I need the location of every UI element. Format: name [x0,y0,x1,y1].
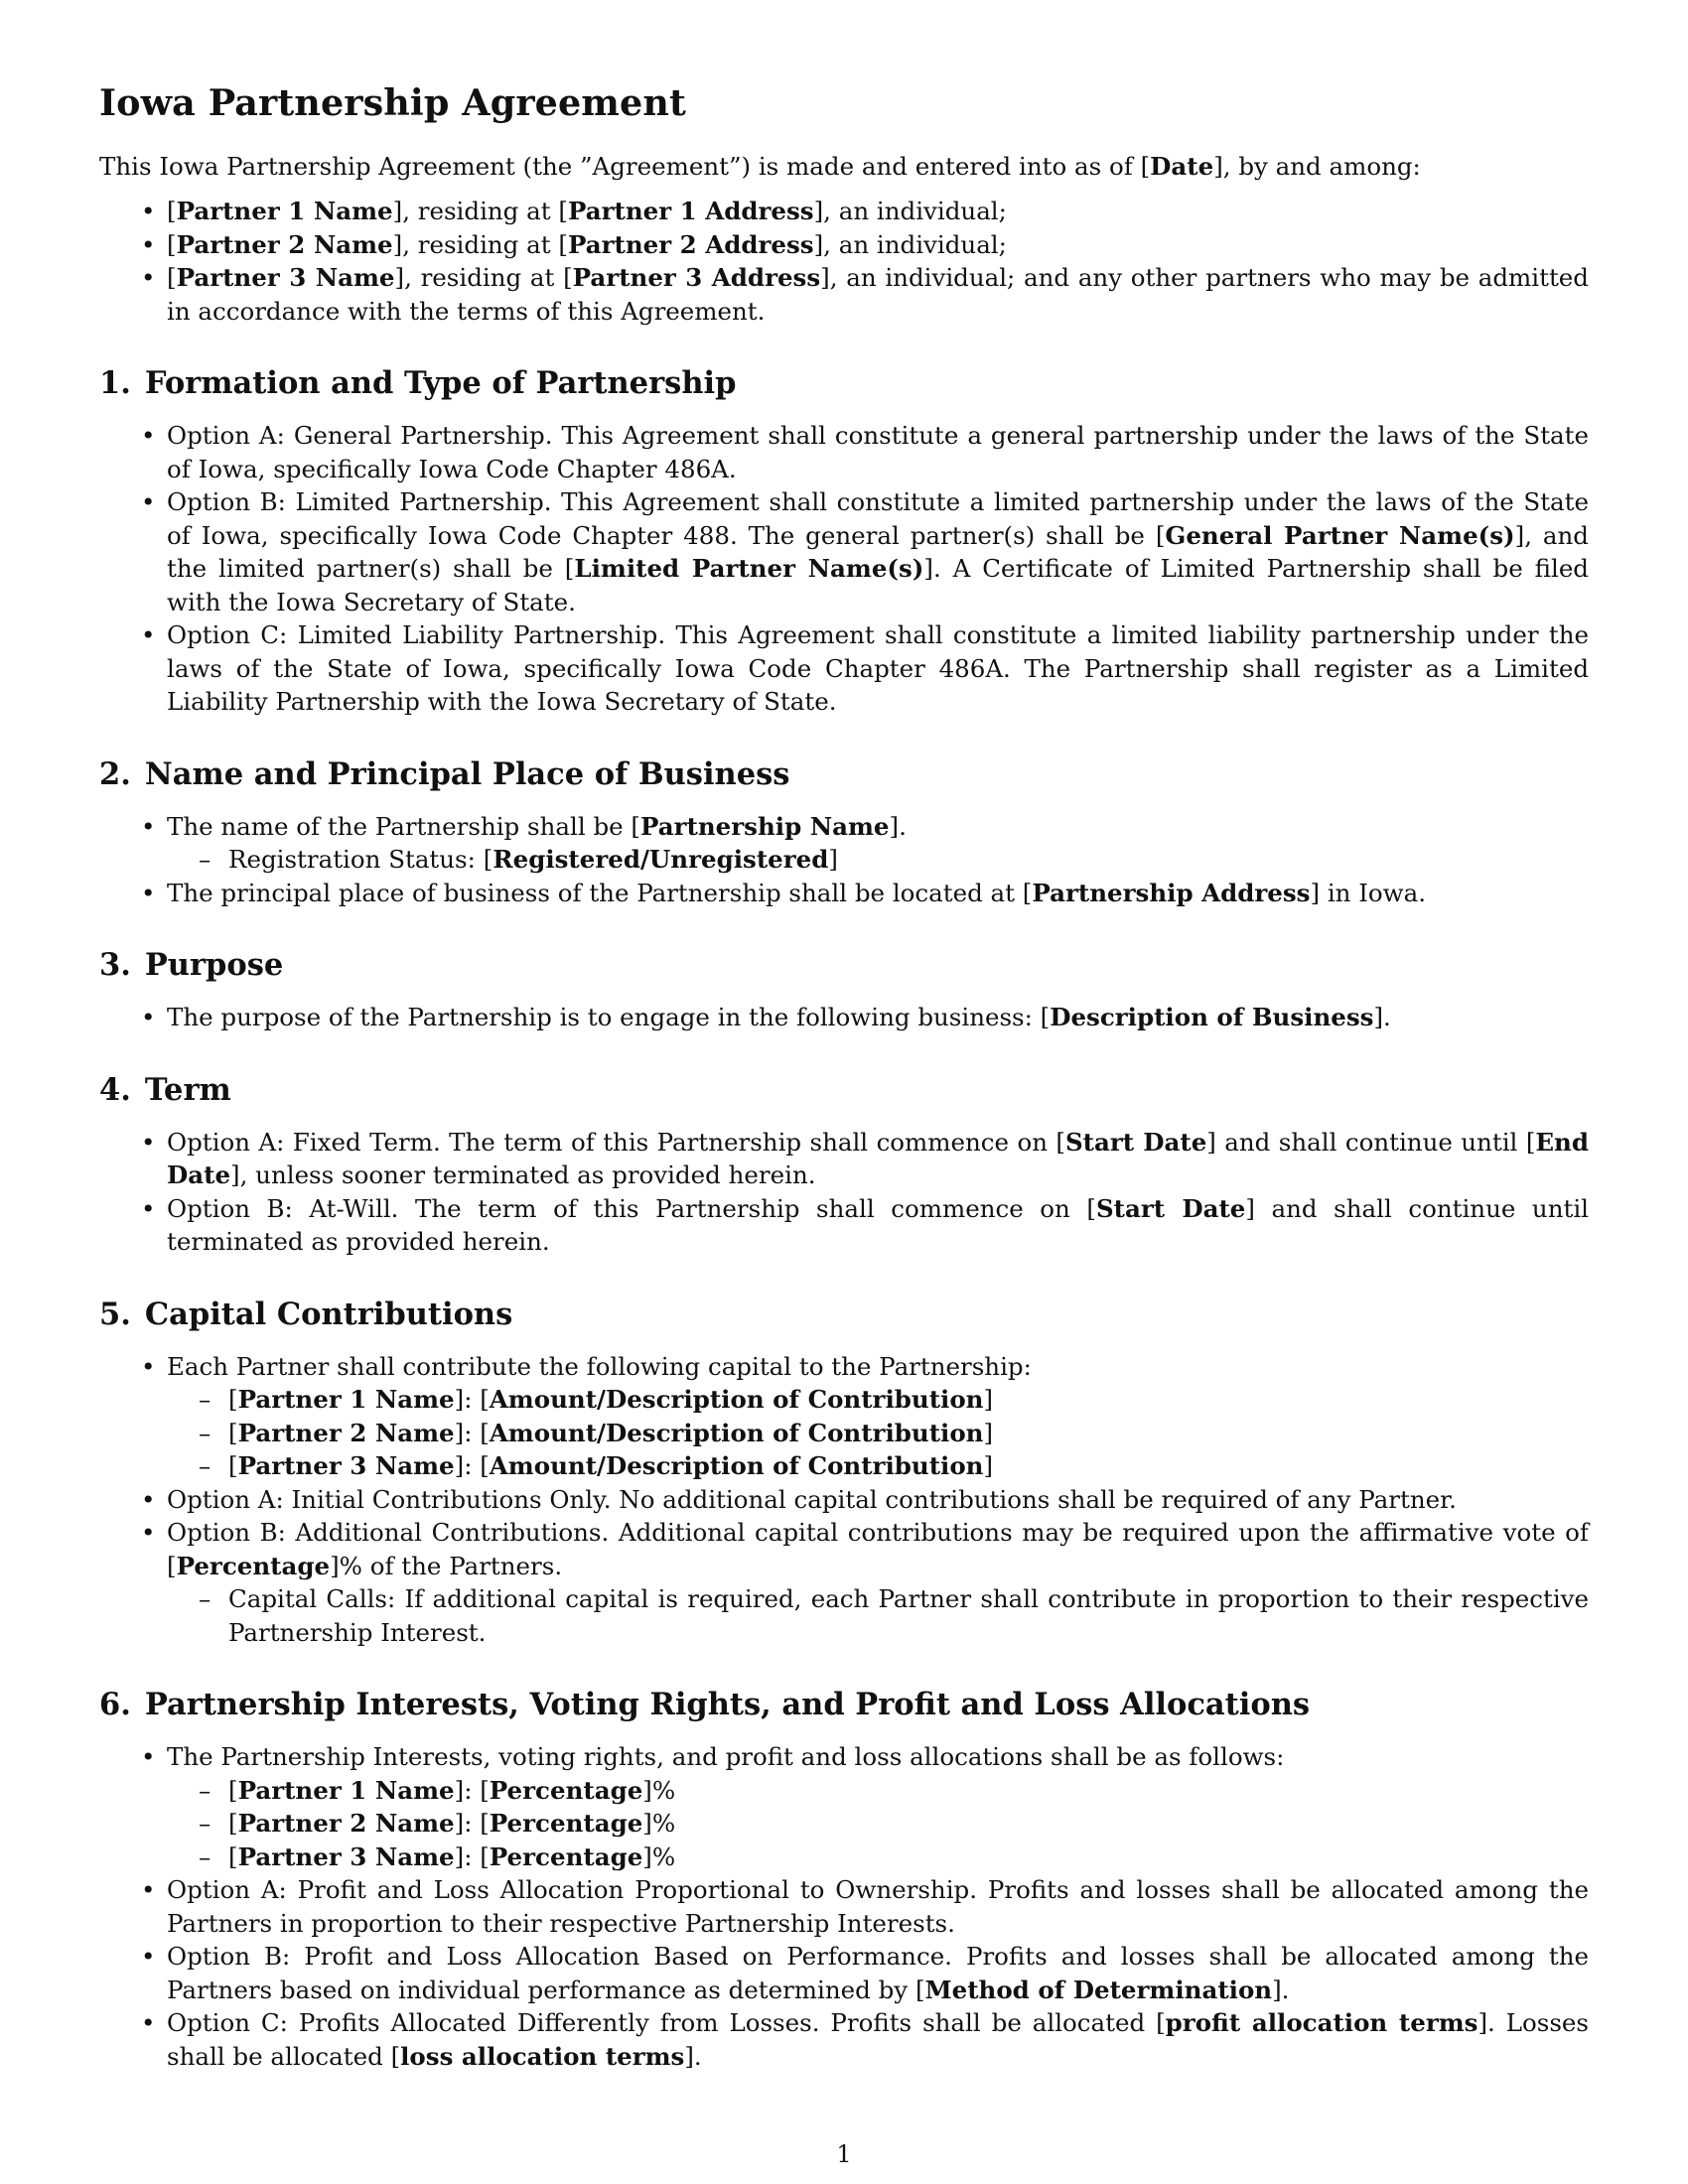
document-title: Iowa Partnership Agreement [99,81,686,124]
list-item-text: Option A: General Partnership. This Agreement shall constitute a general partnership under the laws of the State of Iowa, specifically Iowa Code Chapter 486A. [167,421,1589,483]
list-item-text: Each Partner shall contribute the following capital to the Partnership: [167,1351,1032,1381]
list-item [99,1001,1589,1034]
section-title: Term [144,1071,231,1108]
list-item [99,1940,1589,2006]
list-item-text: Option A: Fixed Term. The term of this Partnership shall commence on [Start Date] and shall continue until [End Date], unless sooner terminated as provided herein. [167,1127,1589,1189]
list-item-text: Option A: Initial Contributions Only. No additional capital contributions shall be required of any Partner. [167,1484,1457,1514]
section-heading [99,1297,1589,1332]
sub-list [167,1582,1589,1649]
intro-paragraph: This Iowa Partnership Agreement (the ”Agreement”) is made and entered into as of [Date], by and among: [99,152,1421,181]
parties-list [99,195,1589,328]
section-list [99,1001,1589,1034]
list-item [99,1740,1589,1873]
document-page [99,81,1589,2073]
section-title: Partnership Interests, Voting Rights, and Profit and Loss Allocations [144,1687,1311,1722]
sub-list-item: – [Partner 2 Name]: [Percentage]% [167,1807,1589,1841]
list-item-text: Option C: Limited Liability Partnership. This Agreement shall constitute a limited liability partnership under the laws of the State of Iowa, specifically Iowa Code Chapter 486A. The Partnership shall register as a Limited Liability Partnership with the Iowa Secretary of State. [167,620,1589,716]
list-item-text: Option B: Limited Partnership. This Agreement shall constitute a limited partnership under the laws of the State of Iowa, specifically Iowa Code Chapter 488. The general partner(s) shall be [General Partner Name(s)], and the limited partner(s) shall be [Limited Partner Name(s)]. A Certificate of Limited Partnership shall be filed with the Iowa Secretary of State. [167,487,1589,616]
section-number: 2. [99,755,131,792]
section-list [99,810,1589,910]
list-item [99,810,1589,877]
list-item [99,1873,1589,1940]
section-list [99,1740,1589,2073]
section-heading [99,1687,1589,1722]
list-item-text: The principal place of business of the Partnership shall be located at [Partnership Address] in Iowa. [167,878,1427,907]
section-heading [99,947,1589,983]
list-item-text: The Partnership Interests, voting rights, and profit and loss allocations shall be as follows: [167,1742,1285,1771]
list-item-text: Option B: Additional Contributions. Additional capital contributions may be required upon the affirmative vote of [Percentage]% of the Partners. [167,1518,1589,1580]
section-heading [99,1072,1589,1108]
section-number: 4. [99,1071,131,1108]
party-item: • [Partner 1 Name], residing at [Partner 1 Address], an individual; [99,195,1589,228]
list-item [99,1126,1589,1192]
section-heading [99,365,1589,401]
list-item-text: Option C: Profits Allocated Differently from Losses. Profits shall be allocated [profit allocation terms]. Losses shall be allocated [loss allocation terms]. [167,2008,1589,2071]
sub-list-item: – Registration Status: [Registered/Unregistered] [167,843,1589,877]
sub-list-item: – [Partner 3 Name]: [Percentage]% [167,1841,1589,1874]
section-number: 6. [99,1687,131,1722]
sub-list-item: – [Partner 1 Name]: [Amount/Description of Contribution] [167,1383,1589,1417]
list-item [99,1516,1589,1649]
list-item [99,2006,1589,2073]
section-title: Capital Contributions [144,1296,513,1332]
list-item-text: The purpose of the Partnership is to engage in the following business: [Description of Business]. [167,1003,1391,1031]
section-title: Formation and Type of Partnership [144,365,737,401]
list-item-text: Option B: Profit and Loss Allocation Based on Performance. Profits and losses shall be allocated among the Partners based on individual performance as determined by [Method of Determination]. [167,1942,1589,2004]
section-list [99,419,1589,719]
list-item [99,1350,1589,1483]
sub-list [167,1774,1589,1874]
party-item: • [Partner 3 Name], residing at [Partner 3 Address], an individual; and any other partners who may be admitted in accordance with the terms of this Agreement. [99,261,1589,328]
sub-list-item: – Capital Calls: If additional capital is required, each Partner shall contribute in proportion to their respective Partnership Interest. [167,1582,1589,1649]
list-item-text: Option B: At-Will. The term of this Partnership shall commence on [Start Date] and shall continue until terminated as provided herein. [167,1193,1589,1256]
section-title: Purpose [144,947,284,983]
sub-list-item: – [Partner 3 Name]: [Amount/Description of Contribution] [167,1449,1589,1483]
section-list [99,1126,1589,1259]
page-number: 1 [836,2140,852,2168]
section-number: 1. [99,365,131,401]
list-item [99,877,1589,910]
list-item [99,618,1589,719]
section-title: Name and Principal Place of Business [144,755,790,792]
sub-list [167,1383,1589,1483]
list-item-text: The name of the Partnership shall be [Partnership Name]. [167,811,907,841]
section-list [99,1350,1589,1650]
section-number: 5. [99,1296,131,1332]
sub-list-item: – [Partner 2 Name]: [Amount/Description of Contribution] [167,1417,1589,1450]
list-item [99,485,1589,618]
party-item: • [Partner 2 Name], residing at [Partner 2 Address], an individual; [99,228,1589,262]
sections-container [99,365,1589,2073]
list-item [99,1192,1589,1259]
section-number: 3. [99,947,131,983]
sub-list-item: – [Partner 1 Name]: [Percentage]% [167,1774,1589,1808]
list-item-text: Option A: Profit and Loss Allocation Proportional to Ownership. Profits and losses shall be allocated among the Partners in proportion to their respective Partnership Interests. [167,1875,1589,1938]
sub-list [167,843,1589,877]
section-heading [99,756,1589,792]
list-item [99,419,1589,485]
list-item [99,1483,1589,1517]
